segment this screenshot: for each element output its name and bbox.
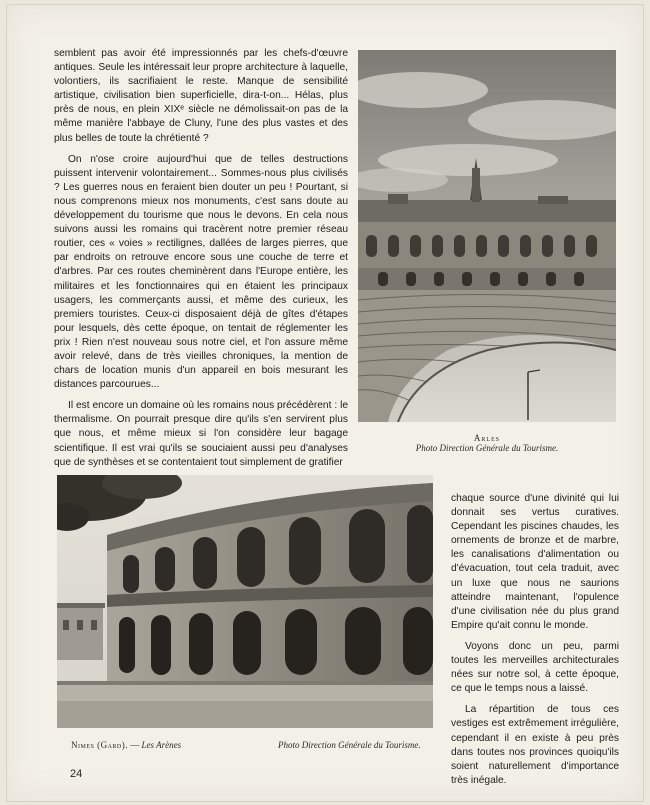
nimes-caption-dash: —: [128, 740, 142, 750]
arles-amphitheatre-image: [358, 50, 616, 422]
page-number: 24: [70, 768, 83, 780]
nimes-caption: [71, 740, 451, 750]
nimes-arenes-image: [57, 475, 433, 728]
nimes-arenes-photo: [57, 475, 433, 728]
arles-caption-credit: Photo Direction Générale du Tourisme.: [415, 443, 559, 453]
arles-caption: [358, 433, 616, 453]
arles-amphitheatre-photo: [358, 50, 616, 422]
paragraph: semblent pas avoir été impressionnés par les chefs-d'œuvre antiques. Seule les intéressait leur propre architecture à laquelle, volontiers, ils sacrifiaient le reste. Manque de sensibilité artistique, civilisation bien superficielle, dira-t-on... Hélas, plus près de nous, en plein XIXᵉ siècle ne démolissait-on pas de la même manière l'abbaye de Cluny, l'une des plus vastes et des plus belles de toute la chrétienté ?: [54, 48, 348, 144]
nimes-caption-credit: Photo Direction Générale du Tourisme.: [278, 740, 421, 750]
text-column-top-left: [54, 47, 348, 477]
nimes-caption-place: Nimes (Gard).: [71, 740, 128, 750]
paragraph: On n'ose croire aujourd'hui que de telles destructions puissent intervenir volontairement... Sommes-nous plus civilisés ? Les guerres nous en feraient bien douter un peu ! Pourtant, si nous comprenons mieux nos monuments, c'est sans doute au développement du tourisme que nous le devons. En cela nous suivons aussi les romains qui tracèrent notre premier réseau routier, ces « voies » rectilignes, dallées de larges pierres, que par endroits on retrouve encore sous une couche de terre et d'arbres. Par ces routes cheminèrent dans l'Europe entière, les militaires et les fonctionnaires qui en étaient les principaux usagers, les commerçants aussi, et même des curieux, les premiers touristes. Ceux-ci disposaient déjà de gîtes d'étapes pour lesquels, dès cette époque, on tentait de réglementer les prix ! Rien n'est nouveau sous notre ciel, et l'on assure même avoir relevé, dans de très vieilles chroniques, la mention de chars de location munis d'un appareil en bois mesurant les distances parcourues...: [54, 153, 348, 391]
paragraph: Il est encore un domaine où les romains nous précédèrent : le thermalisme. On pourrait presque dire qu'ils s'en servirent plus que nous, et même mieux si l'on considère leur bagage scientifique. Il est vrai qu'ils se souciaient aussi peu d'analyses que de synthèses et se contentaient tout simplement de gratifier: [54, 400, 348, 468]
nimes-caption-subject: Les Arènes: [141, 740, 182, 750]
magazine-page: [6, 4, 644, 802]
paragraph: La répartition de tous ces vestiges est extrêmement irrégulière, cependant il en existe à peu près dans toutes nos provinces quoiqu'ils soient naturellement d'importance très inégale.: [451, 704, 619, 786]
paragraph: chaque source d'une divinité qui lui donnait ses vertus curatives. Cependant les piscines chaudes, les ornements de bronze et de marbre, les canalisations d'alimentation ou d'évacuation, tout cela traduit, avec un luxe que nous ne saurions atteindre maintenant, l'opulence d'une civilisation née du plus grand Empire qu'ait connu le monde.: [451, 493, 619, 631]
text-column-bottom-right: [451, 492, 619, 795]
paragraph: Voyons donc un peu, parmi toutes les merveilles architecturales nées sur notre sol, à cette époque, ce que le temps nous a laissé.: [451, 640, 619, 695]
arles-caption-title: Arles: [473, 433, 501, 443]
